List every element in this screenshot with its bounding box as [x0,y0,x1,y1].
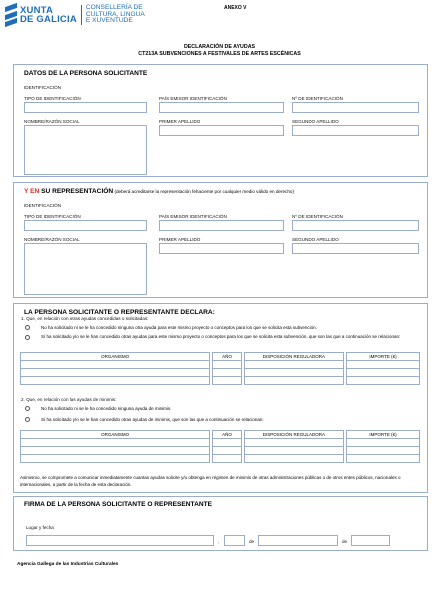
identification-label: IDENTIFICACIÓN [24,203,62,208]
commitment-text: Asimismo, se compromete a comunicar inmediatamente cuantas ayudas solicite y/u obtenga en régimen de minimis de otras administraciones públicas o de otros entes públicos, nacionales o internacionales, a partir de la fecha de esta declaración. [20,475,401,487]
id-type-label: TIPO DE IDENTIFICACIÓN [24,96,81,101]
name-field[interactable] [24,125,147,175]
column-header: IMPORTE (€) [347,431,420,439]
declaration-section [13,303,428,493]
representative-section [13,182,428,298]
surname1-field[interactable] [159,125,284,136]
id-type-field[interactable] [24,102,147,113]
surname1-label: PRIMER APELLIDO [159,119,201,124]
table-row [21,377,420,385]
issuing-country-field[interactable] [159,102,284,113]
footer-agency: Agencia Gallega de las Industrias Culturales [17,562,119,567]
section-title: FIRMA DE LA PERSONA SOLICITANTE O REPRESENTANTE [24,501,213,508]
applicant-section [13,64,428,177]
column-header: ORGANISMO [21,431,210,439]
q1-option-no-radio[interactable] [25,325,30,330]
rep-surname1-field[interactable] [159,243,284,254]
column-header: AÑO [213,353,241,361]
column-header: DISPOSICIÓN REGULADORA [244,353,343,361]
document-title: DECLARACIÓN DE AYUDAS [183,44,256,50]
aid-table-2 [20,430,420,463]
id-number-label: Nº DE IDENTIFICACIÓN [292,96,343,101]
rep-id-type-field[interactable] [24,220,147,231]
annex-label: ANEXO V [224,5,247,11]
column-header: AÑO [213,431,241,439]
year-field[interactable] [351,535,390,546]
section-title: Y EN SU REPRESENTACIÓN (deberá acreditarse la representación fehaciente por cualquier medio válido en derecho) [24,188,294,195]
rep-surname2-field[interactable] [292,243,419,254]
identification-label: IDENTIFICACIÓN [24,85,62,90]
section-title: LA PERSONA SOLICITANTE O REPRESENTANTE DECLARA: [24,309,215,316]
q2-option-yes-radio[interactable] [25,417,30,422]
name-label: NOMBRE/RAZÓN SOCIAL [24,237,80,242]
day-field[interactable] [224,535,245,546]
rep-id-number-field[interactable] [292,220,419,231]
column-header: IMPORTE (€) [347,353,420,361]
surname2-label: SEGUNDO APELLIDO [292,119,339,124]
section-title: DATOS DE LA PERSONA SOLICITANTE [24,70,148,77]
q1-option-yes-radio[interactable] [25,335,30,340]
aid-table-1 [20,352,420,385]
month-field[interactable] [258,535,338,546]
place-field[interactable] [26,535,214,546]
question-2: 2. Que, en relación con las ayudas de minimis: [21,397,117,402]
de-label: de [342,539,348,544]
surname2-label: SEGUNDO APELLIDO [292,237,339,242]
logo-department: CONSELLERÍA DE CULTURA, LINGUA E XUVENTUDE [85,3,145,25]
document-subtitle: CT213A SUBVENCIONES A FESTIVALES DE ARTES ESCÉNICAS [138,51,301,57]
q1-option-yes-label: Sí ha solicitado y/o se le han concedido otras ayudas para este mismo proyecto o conceptos para los que se solicita esta subvención, que son las que a continuación se relacionan: [41,334,401,339]
xunta-logo [5,3,175,27]
signature-section: FIRMA DE LA PERSONA SOLICITANTE O REPRESENTANTE Lugar y fecha , de de [13,496,428,551]
id-number-field[interactable] [292,102,419,113]
de-label: de [249,539,255,544]
q2-option-no-radio[interactable] [25,406,30,411]
id-number-label: Nº DE IDENTIFICACIÓN [292,214,343,219]
place-date-label: Lugar y fecha [26,525,54,530]
rep-issuing-country-field[interactable] [159,220,284,231]
issuing-country-label: PAÍS EMISOR IDENTIFICACIÓN [159,96,227,101]
q1-option-no-label: No ha solicitado ni se le ha concedido ninguna otra ayuda para este mismo proyecto o conceptos para los que se solicita esta subvención. [41,325,317,330]
issuing-country-label: PAÍS EMISOR IDENTIFICACIÓN [159,214,227,219]
table-row [21,361,420,369]
table-row [21,455,420,463]
question-1: 1. Que, en relación con otras ayudas concedidas o solicitadas: [21,316,149,321]
column-header: ORGANISMO [21,353,210,361]
name-label: NOMBRE/RAZÓN SOCIAL [24,119,80,124]
q2-option-no-label: No ha solicitado ni se le ha concedido ninguna ayuda de minimis. [41,406,172,411]
logo-name: XUNTA DE GALICIA [20,4,77,25]
table-row [21,369,420,377]
table-row [21,439,420,447]
surname1-label: PRIMER APELLIDO [159,237,201,242]
table-row [21,447,420,455]
rep-name-field[interactable] [24,243,147,295]
surname2-field[interactable] [292,125,419,136]
id-type-label: TIPO DE IDENTIFICACIÓN [24,214,81,219]
column-header: DISPOSICIÓN REGULADORA [244,431,343,439]
xunta-flag-icon [5,5,17,25]
q2-option-yes-label: Sí ha solicitado y/o se le han concedido otras ayudas de minimis, que son las que a continuación se relacionan: [41,417,264,422]
